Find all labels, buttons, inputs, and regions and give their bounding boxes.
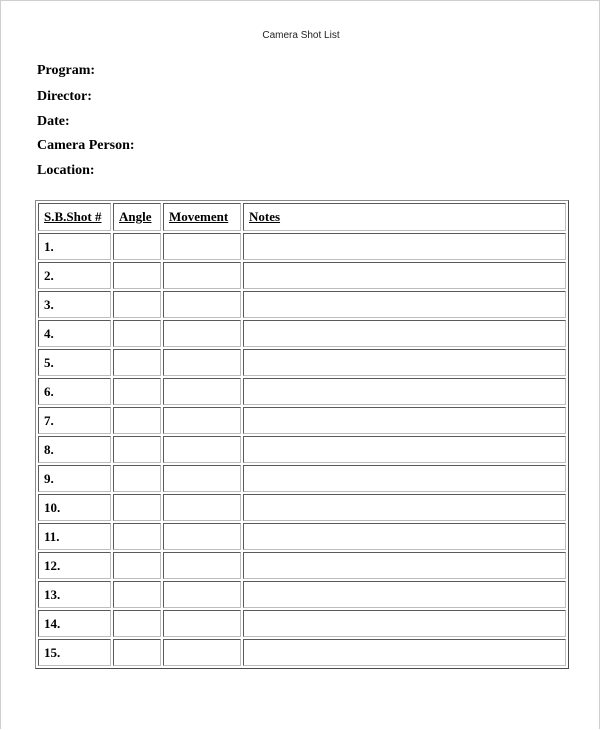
table-header-row	[38, 203, 566, 231]
table-row	[38, 639, 566, 666]
angle-cell[interactable]	[113, 552, 161, 579]
director-label: Director:	[37, 89, 92, 104]
angle-cell[interactable]	[113, 407, 161, 434]
shot-number-cell: 10.	[38, 494, 111, 521]
movement-cell[interactable]	[163, 233, 241, 260]
table-row	[38, 494, 566, 521]
shot-list-table	[35, 200, 569, 669]
movement-cell[interactable]	[163, 291, 241, 318]
angle-cell[interactable]	[113, 465, 161, 492]
movement-cell[interactable]	[163, 320, 241, 347]
table-row	[38, 581, 566, 608]
angle-cell[interactable]	[113, 262, 161, 289]
notes-cell[interactable]	[243, 291, 566, 318]
table-row	[38, 523, 566, 550]
table-row	[38, 407, 566, 434]
header-notes: Notes	[243, 203, 566, 231]
shot-number-cell: 14.	[38, 610, 111, 637]
angle-cell[interactable]	[113, 291, 161, 318]
header-sb-shot: S.B.Shot #	[38, 203, 111, 231]
notes-cell[interactable]	[243, 262, 566, 289]
table-row	[38, 436, 566, 463]
notes-cell[interactable]	[243, 233, 566, 260]
notes-cell[interactable]	[243, 581, 566, 608]
movement-cell[interactable]	[163, 639, 241, 666]
program-label: Program:	[37, 63, 96, 78]
shot-number-cell: 3.	[38, 291, 111, 318]
table-row	[38, 320, 566, 347]
table-row	[38, 233, 566, 260]
movement-cell[interactable]	[163, 552, 241, 579]
shot-number-cell: 1.	[38, 233, 111, 260]
angle-cell[interactable]	[113, 523, 161, 550]
shot-number-cell: 15.	[38, 639, 111, 666]
angle-cell[interactable]	[113, 378, 161, 405]
notes-cell[interactable]	[243, 552, 566, 579]
table-row	[38, 378, 566, 405]
notes-cell[interactable]	[243, 436, 566, 463]
movement-cell[interactable]	[163, 349, 241, 376]
movement-cell[interactable]	[163, 436, 241, 463]
notes-cell[interactable]	[243, 320, 566, 347]
angle-cell[interactable]	[113, 581, 161, 608]
angle-cell[interactable]	[113, 349, 161, 376]
shot-number-cell: 9.	[38, 465, 111, 492]
notes-cell[interactable]	[243, 407, 566, 434]
shot-number-cell: 12.	[38, 552, 111, 579]
shot-number-cell: 4.	[38, 320, 111, 347]
notes-cell[interactable]	[243, 465, 566, 492]
header-angle: Angle	[113, 203, 161, 231]
movement-cell[interactable]	[163, 581, 241, 608]
shot-number-cell: 11.	[38, 523, 111, 550]
angle-cell[interactable]	[113, 436, 161, 463]
notes-cell[interactable]	[243, 378, 566, 405]
notes-cell[interactable]	[243, 523, 566, 550]
notes-cell[interactable]	[243, 349, 566, 376]
date-label: Date:	[37, 114, 70, 129]
shot-number-cell: 13.	[38, 581, 111, 608]
camera-person-label: Camera Person:	[37, 138, 135, 153]
table-row	[38, 262, 566, 289]
shot-number-cell: 5.	[38, 349, 111, 376]
notes-cell[interactable]	[243, 494, 566, 521]
notes-cell[interactable]	[243, 610, 566, 637]
movement-cell[interactable]	[163, 465, 241, 492]
movement-cell[interactable]	[163, 378, 241, 405]
table-row	[38, 610, 566, 637]
notes-cell[interactable]	[243, 639, 566, 666]
shot-number-cell: 2.	[38, 262, 111, 289]
shot-number-cell: 8.	[38, 436, 111, 463]
table-row	[38, 349, 566, 376]
angle-cell[interactable]	[113, 639, 161, 666]
shot-number-cell: 6.	[38, 378, 111, 405]
angle-cell[interactable]	[113, 320, 161, 347]
header-movement: Movement	[163, 203, 241, 231]
movement-cell[interactable]	[163, 523, 241, 550]
shot-number-cell: 7.	[38, 407, 111, 434]
movement-cell[interactable]	[163, 262, 241, 289]
angle-cell[interactable]	[113, 610, 161, 637]
table-row	[38, 465, 566, 492]
document-title: Camera Shot List	[262, 30, 340, 41]
movement-cell[interactable]	[163, 610, 241, 637]
movement-cell[interactable]	[163, 494, 241, 521]
table-row	[38, 291, 566, 318]
angle-cell[interactable]	[113, 494, 161, 521]
angle-cell[interactable]	[113, 233, 161, 260]
movement-cell[interactable]	[163, 407, 241, 434]
table-row	[38, 552, 566, 579]
location-label: Location:	[37, 163, 95, 178]
